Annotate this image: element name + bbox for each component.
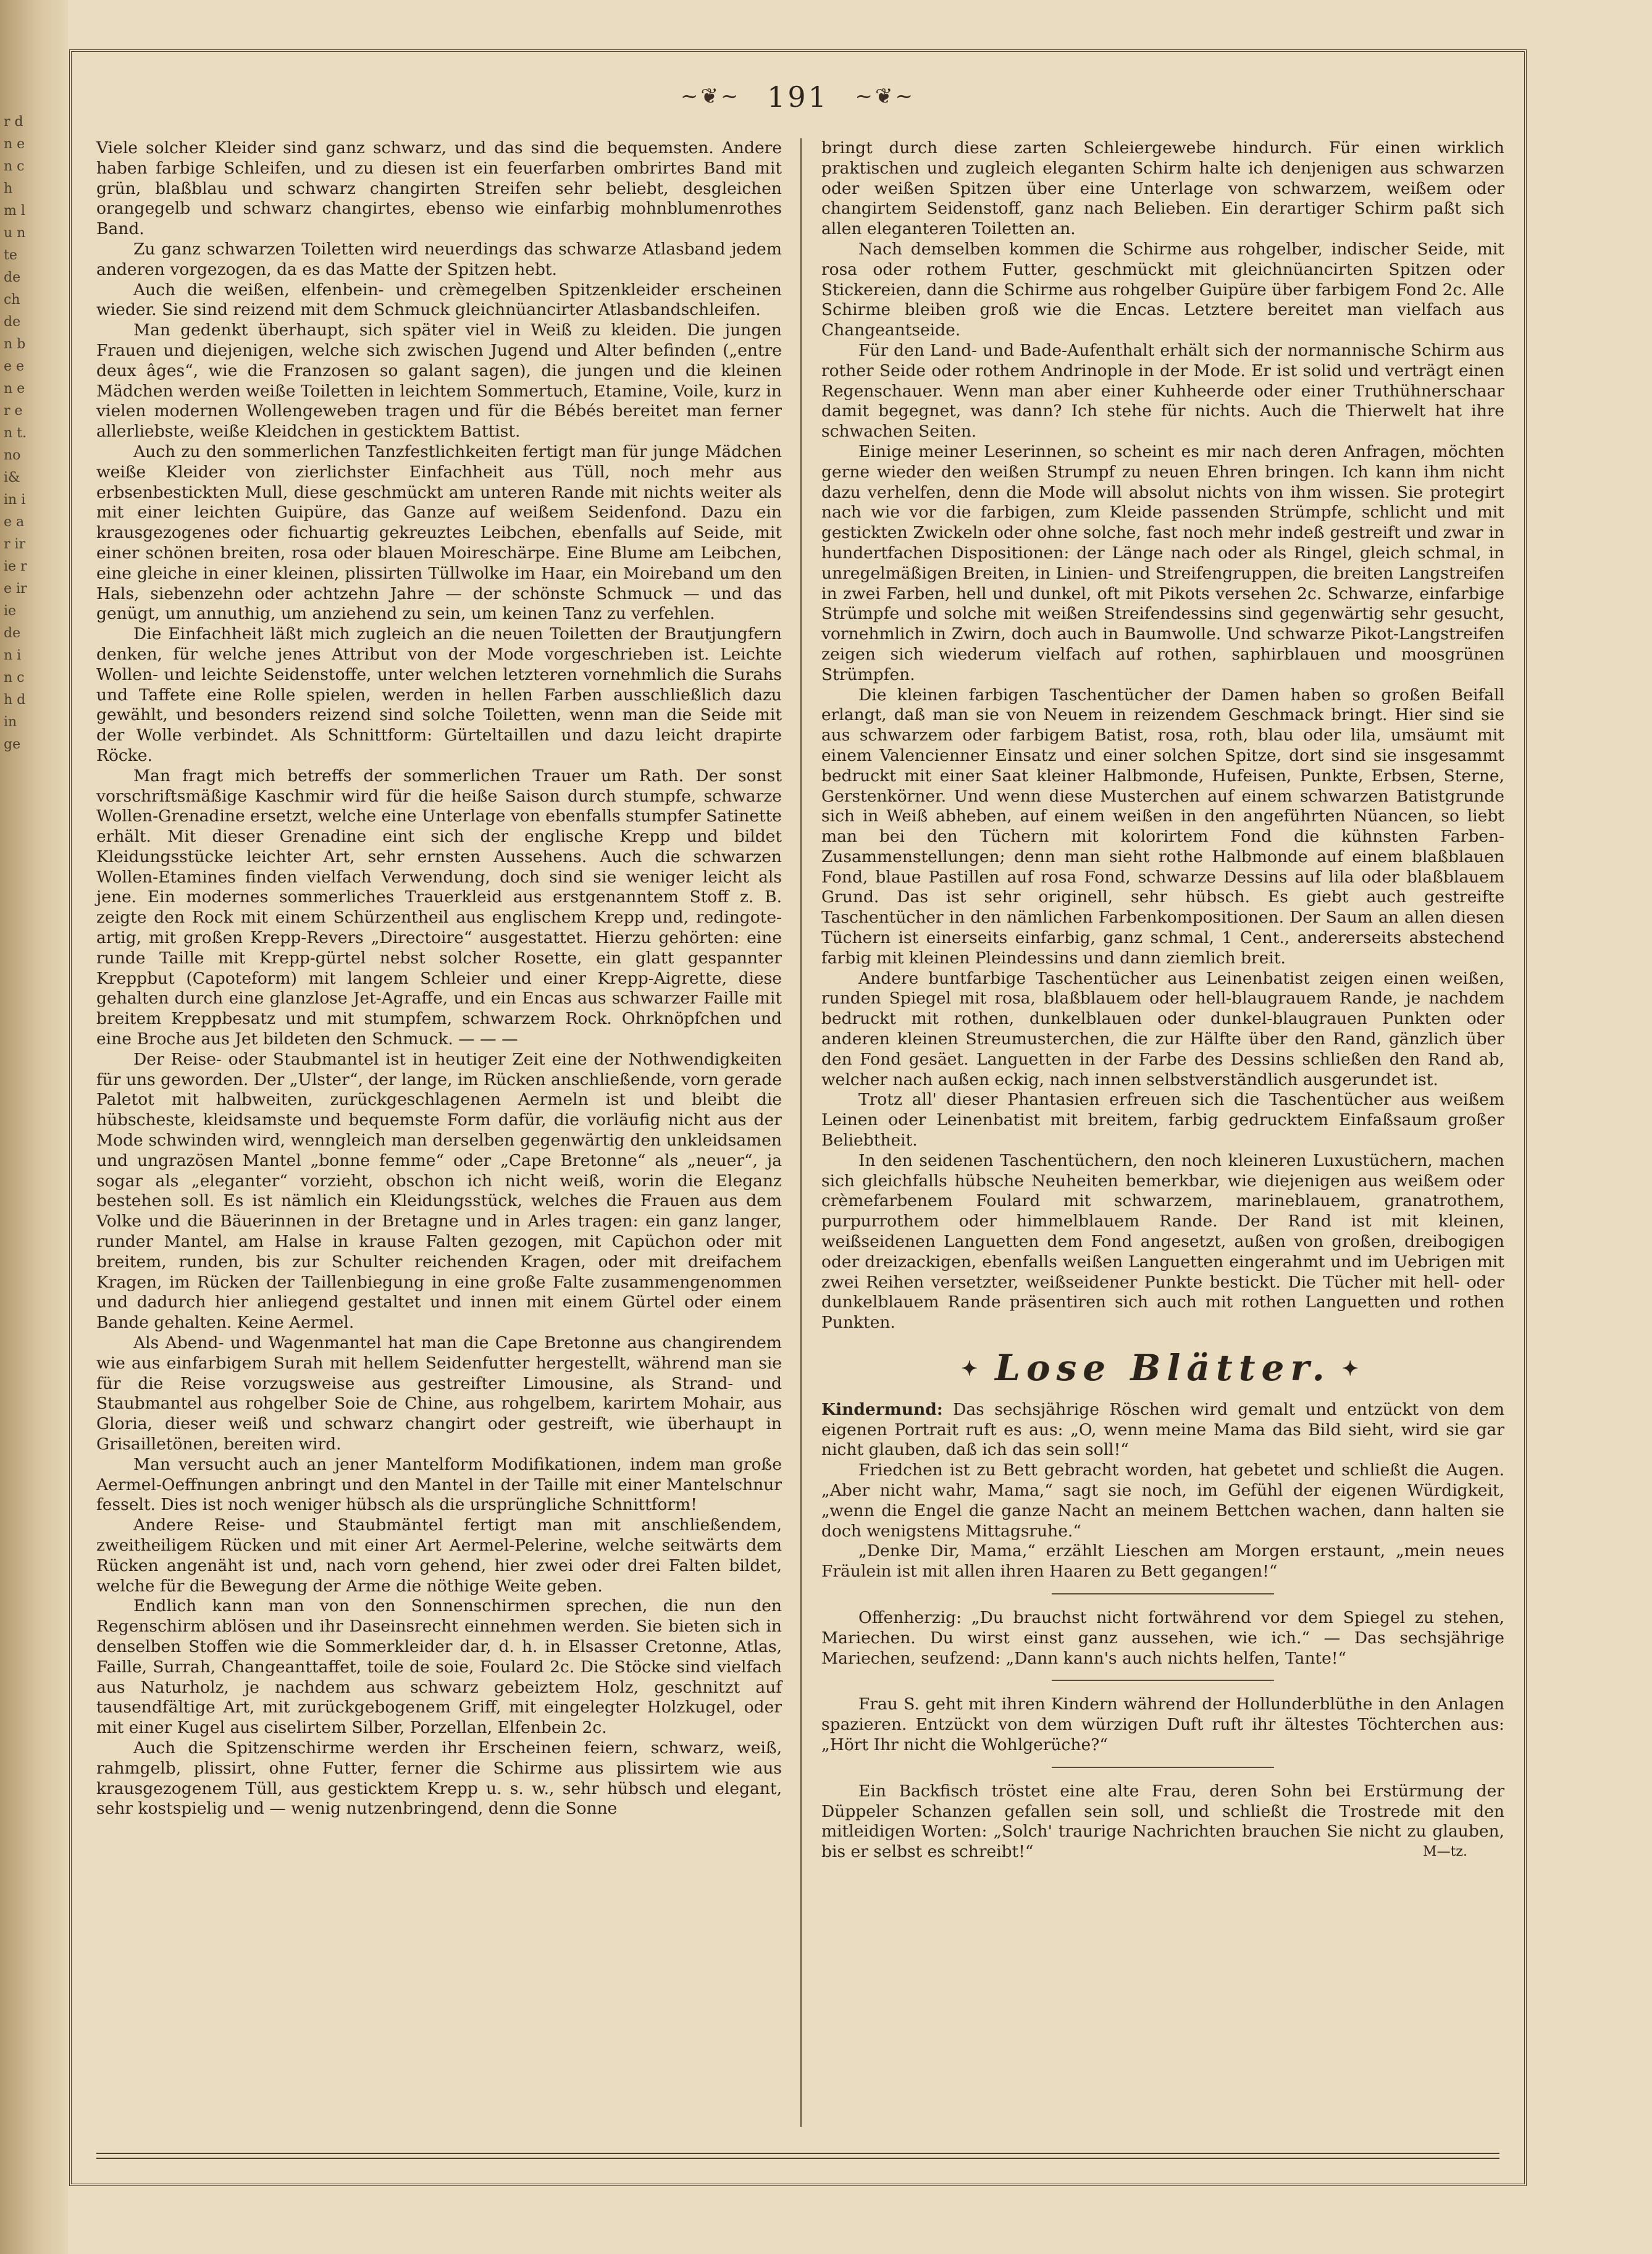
- section-title-text: Lose Blätter.: [995, 1347, 1331, 1389]
- paragraph: Endlich kann man von den Sonnenschirmen sprechen, die nun den Regenschirm ablösen und ihr Daseinsrecht einnehmen werden. Sie bieten sich in denselben Stoffen wie die Sommerkleider dar, d. h. in Elsasser Cretonne, Atlas, Faille, Surrah, Changeanttaffet, toile de soie, Foulard 2c. Die Stöcke sind vielfach aus Naturholz, je nachdem aus schwarz gebeiztem Holz, geschnitzt auf tausendfältige Art, mit zurückgebogenem Griff, mit eingelegter Holzkugel, oder mit einer Kugel aus ciselirtem Silber, Porzellan, Elfenbein 2c.: [96, 1596, 782, 1738]
- ornament-left-icon: ~❦~: [681, 84, 741, 109]
- left-column: [96, 138, 782, 1819]
- section-title: [821, 1347, 1504, 1389]
- anecdote-text: Ein Backfisch tröstet eine alte Frau, deren Sohn bei Erstürmung der Düppeler Schanzen gefallen sein soll, und schließt die Trostrede mit den mitleidigen Worten: „Solch' traurige Nachrichten brauchen Sie nicht zu glauben, bis er selbst es schreibt!“: [821, 1781, 1504, 1862]
- right-column: [821, 138, 1504, 1862]
- paragraph: Viele solcher Kleider sind ganz schwarz, und das sind die bequemsten. Andere haben farbige Schleifen, und zu diesen ist ein feuerfarben ombrirtes Band mit grün, blaßblau und schwarz changirten Streifen sehr beliebt, desgleichen orangegelb und schwarz changirtes, ebenso wie einfarbig mohnblumenrothes Band.: [96, 138, 782, 239]
- paragraph: Als Abend- und Wagenmantel hat man die Cape Bretonne aus changirendem wie aus einfarbigem Surah mit hellem Seidenfutter hergestellt, während man sie für die Reise vorzugsweise aus gestreifter Limousine, als Strand- und Staubmantel aus rohgelber Soie de Chine, aus rohgelbem, karirtem Mohair, aus Gloria, dieser weiß und schwarz changirt oder gestreift, wie überhaupt in Grisailletönen, bereiten wird.: [96, 1333, 782, 1454]
- anecdote-text: Friedchen ist zu Bett gebracht worden, hat gebetet und schließt die Augen. „Aber nicht wahr, Mama,“ sagt sie noch, im Gefühl der eigenen Würdigkeit, „wenn die Engel die ganze Nacht an meinem Bettchen wachen, dann halten sie doch wenigstens Mittagsruhe.“: [821, 1460, 1504, 1541]
- paragraph: Zu ganz schwarzen Toiletten wird neuerdings das schwarze Atlasband jedem anderen vorgezogen, da es das Matte der Spitzen hebt.: [96, 239, 782, 279]
- anecdote: [821, 1400, 1504, 1460]
- author-signature: M—tz.: [1423, 1844, 1467, 1860]
- page-header: [72, 80, 1524, 114]
- paragraph: Man fragt mich betreffs der sommerlichen Trauer um Rath. Der sonst vorschriftsmäßige Kaschmir wird für die heiße Saison durch stumpfe, schwarze Wollen-Grenadine ersetzt, welche eine Unterlage von ebenfalls stumpfer Satinette erhält. Mit dieser Grenadine eint sich der englische Krepp und bildet Kleidungsstücke leichter Art, sehr ernsten Aussehens. Auch die schwarzen Wollen-Etamines finden vielfach Verwendung, doch sind sie weniger leicht als jene. Ein modernes sommerliches Trauerkleid aus erstgenanntem Stoff z. B. zeigte den Rock mit einem Schürzentheil aus englischem Krepp und, redingote-artig, mit großen Krepp-Revers „Directoire“ ausgestattet. Hierzu gehörten: eine runde Taille mit Krepp-gürtel nebst solcher Rosette, ein glatt gespannter Kreppbut (Capoteform) mit langem Schleier und einer Krepp-Aigrette, diese gehalten durch eine glanzlose Jet-Agraffe, und ein Encas aus schwarzer Faille mit breitem Kreppbesatz und mit stumpfem, schwarzem Rock. Ohrknöpfchen und eine Broche aus Jet bildeten den Schmuck. — — —: [96, 766, 782, 1049]
- paragraph: Nach demselben kommen die Schirme aus rohgelber, indischer Seide, mit rosa oder rothem Futter, geschmückt mit gleichnüancirten Spitzen oder Stickereien, dann die Schirme aus rohgelber Guipüre über farbigem Fond 2c. Alle Schirme bleiben groß wie die Encas. Letztere bereitet man vielfach aus Changeantseide.: [821, 239, 1504, 340]
- anecdote-text: „Denke Dir, Mama,“ erzählt Lieschen am Morgen erstaunt, „mein neues Fräulein ist mit allen ihren Haaren zu Bett gegangen!“: [821, 1541, 1504, 1582]
- anecdote-text: Das sechsjährige Röschen wird gemalt und entzückt von dem eigenen Portrait ruft es aus: „O, wenn meine Mama das Bild sieht, wird sie gar nicht glauben, daß ich das sein soll!“: [821, 1399, 1504, 1460]
- anecdote: [821, 1782, 1504, 1862]
- anecdote-text: Offenherzig: „Du brauchst nicht fortwährend vor dem Spiegel zu stehen, Mariechen. Du wirst einst ganz aussehen, wie ich.“ — Das sechsjährige Mariechen, seufzend: „Dann kann's auch nichts helfen, Tante!“: [821, 1607, 1504, 1668]
- paragraph: Auch zu den sommerlichen Tanzfestlichkeiten fertigt man für junge Mädchen weiße Kleider von zierlichster Einfachheit aus Tüll, noch mehr aus erbsenbestickten Mull, diese geschmückt am unteren Rande mit nichts weiter als mit einer leichten Guipüre, das Ganze auf weißem Seidenfond. Dazu ein krausgezogenes oder fichuartig gekreuztes Leibchen, ebenfalls auf Seide, mit einer schönen breiten, rosa oder blauen Moireschärpe. Eine Blume am Leibchen, eine gleiche in einer kleinen, plissirten Tüllwolke im Haar, ein Moireband um den Hals, siebenzehn oder achtzehn Jahre — der schönste Schmuck — und das genügt, um annuthig, um anziehend zu sein, um keinen Tanz zu verfehlen.: [96, 442, 782, 624]
- paragraph: Andere Reise- und Staubmäntel fertigt man mit anschließendem, zweitheiligem Rücken und mit einer Art Aermel-Pelerine, welche seitwärts dem Rücken angenäht ist und, nach vorn gehend, hier zwei oder drei Falten bildet, welche für die Bewegung der Arme die nöthige Weite geben.: [96, 1515, 782, 1596]
- anecdote: [821, 1460, 1504, 1541]
- page-number: 191: [767, 80, 829, 114]
- anecdote-lead: Kindermund:: [821, 1399, 943, 1419]
- paragraph: Auch die Spitzenschirme werden ihr Erscheinen feiern, schwarz, weiß, rahmgelb, plissirt, ohne Futter, ferner die Schirme aus plissirtem wie aus krausgezogenem Tüll, aus gesticktem Krepp u. s. w., sehr hübsch und elegant, sehr kostspielig und — wenig nutzenbringend, denn die Sonne: [96, 1738, 782, 1819]
- anecdotes-section: [821, 1400, 1504, 1862]
- bottom-rule: [96, 2153, 1499, 2159]
- paragraph: Andere buntfarbige Taschentücher aus Leinenbatist zeigen einen weißen, runden Spiegel mit rosa, blaßblauem oder hell-blaugrauem Rande, je nachdem bedruckt mit rothen, dunkelblauen oder dunkel-blaugrauen Punkten oder anderen kleinen Streumusterchen, die zur Hälfte über den Rand, gänzlich über den Fond gesäet. Languetten in der Farbe des Dessins schließen den Rand ab, welcher nach außen eckig, nach innen selbstverständlich ausgerundet ist.: [821, 968, 1504, 1089]
- anecdote: [821, 1608, 1504, 1669]
- anecdote-separator: [1052, 1593, 1274, 1594]
- paragraph: In den seidenen Taschentüchern, den noch kleineren Luxustüchern, machen sich gleichfalls hübsche Neuheiten bemerkbar, wie diejenigen aus weißem oder crèmefarbenem Foulard mit schwarzem, marineblauem, granatrothem, purpurrothem oder himmelblauem Rande. Der Rand ist mit kleinen, weißseidenen Languetten dem Fond angesetzt, außen von großen, dreibogigen oder dreizackigen, ebenfalls weißen Languetten eingerahmt und im Uebrigen mit zwei Reihen versetzter, weißseidener Punkte bestickt. Die Tücher mit hell- oder dunkelblauem Rande präsentiren sich auch mit rothen Languetten und rothen Punkten.: [821, 1150, 1504, 1333]
- paragraph: bringt durch diese zarten Schleiergewebe hindurch. Für einen wirklich praktischen und zugleich eleganten Schirm halte ich denjenigen aus schwarzen oder weißen Spitzen über eine Unterlage von schwarzem, weißem oder changirtem Seidenstoff, ganz nach Belieben. Ein derartiger Schirm paßt sich allen eleganteren Toiletten an.: [821, 138, 1504, 239]
- ornament-right-icon: ~❦~: [855, 84, 915, 109]
- anecdote-separator: [1052, 1767, 1274, 1768]
- column-divider: [800, 138, 802, 2127]
- paragraph: Man versucht auch an jener Mantelform Modifikationen, indem man große Aermel-Oeffnungen anbringt und den Mantel in der Taille mit einer Mantelschnur fesselt. Dies ist noch weniger hübsch als die ursprüngliche Schnittform!: [96, 1454, 782, 1515]
- paragraph: Auch die weißen, elfenbein- und crèmegelben Spitzenkleider erscheinen wieder. Sie sind reizend mit dem Schmuck gleichnüancirter Atlasbandschleifen.: [96, 280, 782, 320]
- paragraph: Trotz all' dieser Phantasien erfreuen sich die Taschentücher aus weißem Leinen oder Leinenbatist mit breitem, farbig gedrucktem Einfaßsaum großer Beliebtheit.: [821, 1090, 1504, 1150]
- book-spine: [0, 0, 68, 2254]
- paragraph: Einige meiner Leserinnen, so scheint es mir nach deren Anfragen, möchten gerne wieder den weißen Strumpf zu neuen Ehren bringen. Ich kann ihm nicht dazu verhelfen, denn die Mode will absolut nichts von ihm wissen. Sie protegirt nach wie vor die farbigen, zum Kleide passenden Strümpfe, schlicht und mit gestickten Zwickeln oder ohne solche, fast noch mehr indeß gestreift und zwar in hundertfachen Dispositionen: der Länge nach oder als Ringel, gleich schmal, in unregelmäßigen Breiten, in Linien- und Streifengruppen, die breiten Langstreifen in zwei Farben, hell und dunkel, oft mit Pikots versehen 2c. Schwarze, einfarbige Strümpfe und solche mit weißen Streifendessins sind gegenwärtig sehr gesucht, vornehmlich in Zwirn, doch auch in Baumwolle. Und schwarze Pikot-Langstreifen zeigen sich wiederum vielfach auf rothen, saphirblauen und moosgrünen Strümpfen.: [821, 442, 1504, 684]
- paragraph: Man gedenkt überhaupt, sich später viel in Weiß zu kleiden. Die jungen Frauen und diejenigen, welche sich zwischen Jugend und Alter befinden („entre deux âges“, wie die Franzosen so galant sagen), die jungen und die kleinen Mädchen werden weiße Toiletten in leichtem Sommertuch, Etamine, Voile, kurz in vielen modernen Wollengeweben tragen und für die Bébés bereitet man ferner allerliebste, weiße Kleidchen in gesticktem Battist.: [96, 321, 782, 442]
- paragraph: Die kleinen farbigen Taschentücher der Damen haben so großen Beifall erlangt, daß man sie von Neuem in reizendem Geschmack bringt. Hier sind sie aus schwarzem oder farbigem Batist, rosa, roth, blau oder lila, umsäumt mit einem Valencienner Einsatz und einer solchen Spitze, dort sind sie insgesammt bedruckt mit einer Saat kleiner Halbmonde, Hufeisen, Punkte, Erbsen, Sterne, Gerstenkörner. Und wenn diese Musterchen auf einem schwarzen Batistgrunde sich in Weiß abheben, auf einem weißen in den angeführten Nüancen, so liebt man bei den Tüchern mit kolorirtem Fond die kühnsten Farben-Zusammenstellungen; denn man sieht rothe Halbmonde auf einem blaßblauen Fond, blaue Pastillen auf rosa Fond, schwarze Dessins auf lila oder blaßblauem Grund. Das ist sehr originell, sehr hübsch. Es giebt auch gestreifte Taschentücher in den nämlichen Farbenkompositionen. Der Saum an allen diesen Tüchern ist einerseits einfarbig, ganz schmal, 1 Cent., andererseits abstechend farbig mit kleinen Pleindessins und dann ziemlich breit.: [821, 685, 1504, 968]
- flourish-left-icon: ✦: [961, 1357, 984, 1381]
- anecdote-text: Frau S. geht mit ihren Kindern während der Hollunderblüthe in den Anlagen spazieren. Entzückt von dem würzigen Duft ruft ihr ältestes Töchterchen aus: „Hört Ihr nicht die Wohlgerüche?“: [821, 1695, 1504, 1754]
- anecdote: [821, 1541, 1504, 1582]
- spine-text-fragments: r d n e n ch m lu n te de ch de n be en er en t. no i& in ie ar ir ie re ir ie de n in ch d in ge: [4, 114, 27, 752]
- paragraph: Die Einfachheit läßt mich zugleich an die neuen Toiletten der Brautjungfern denken, für welche jenes Attribut von der Mode vorgeschrieben ist. Leichte Wollen- und leichte Seidenstoffe, unter welchen letzteren vornehmlich die Surahs und Taffete eine Rolle spielen, werden in hellen Farben ausschließlich dazu gewählt, und besonders reizend sind solche Toiletten, wenn man die Seide mit der Wolle verbindet. Als Schnittform: Gürteltaillen und dazu leicht drapirte Röcke.: [96, 624, 782, 765]
- paragraph: Der Reise- oder Staubmantel ist in heutiger Zeit eine der Nothwendigkeiten für uns geworden. Der „Ulster“, der lange, im Rücken anschließende, vorn gerade Paletot mit halbweiten, zurückgeschlagenen Aermeln ist und bleibt die hübscheste, kleidsamste und bequemste Form dafür, die vorläufig nicht aus der Mode schwinden wird, wenngleich man derselben gegenwärtig den unkleidsamen und ungrazösen Mantel „bonne femme“ oder „Cape Bretonne“ als „neuer“, ja sogar als „eleganter“ vorzieht, obschon ich nicht weiß, worin die Eleganz bestehen soll. Es ist nämlich ein Kleidungsstück, welches die Frauen aus dem Volke und die Bäuerinnen in der Bretagne und in Arles tragen: ein ganz langer, runder Mantel, am Halse in krause Falten gezogen, mit Capüchon oder mit breitem, runden, bis zur Schulter reichenden Kragen, oder mit dreifachem Kragen, im Rücken der Taillenbiegung in eine große Falte zusammengenommen und dadurch hier anliegend gestaltet und innen mit einem Gürtel oder einem Bande gehalten. Keine Aermel.: [96, 1049, 782, 1333]
- anecdote: [821, 1695, 1504, 1755]
- flourish-right-icon: ✦: [1341, 1357, 1365, 1381]
- anecdote-separator: [1052, 1680, 1274, 1681]
- paragraph: Für den Land- und Bade-Aufenthalt erhält sich der normannische Schirm aus rother Seide oder rothem Andrinople in der Mode. Er ist solid und verträgt einen Regenschauer. Wenn man aber einer Kuhheerde oder einer Truthühnerschaar damit begegnet, was dann? Ich stehe für nichts. Auch die Thierwelt hat ihre schwachen Seiten.: [821, 340, 1504, 442]
- newspaper-page: [69, 49, 1527, 2186]
